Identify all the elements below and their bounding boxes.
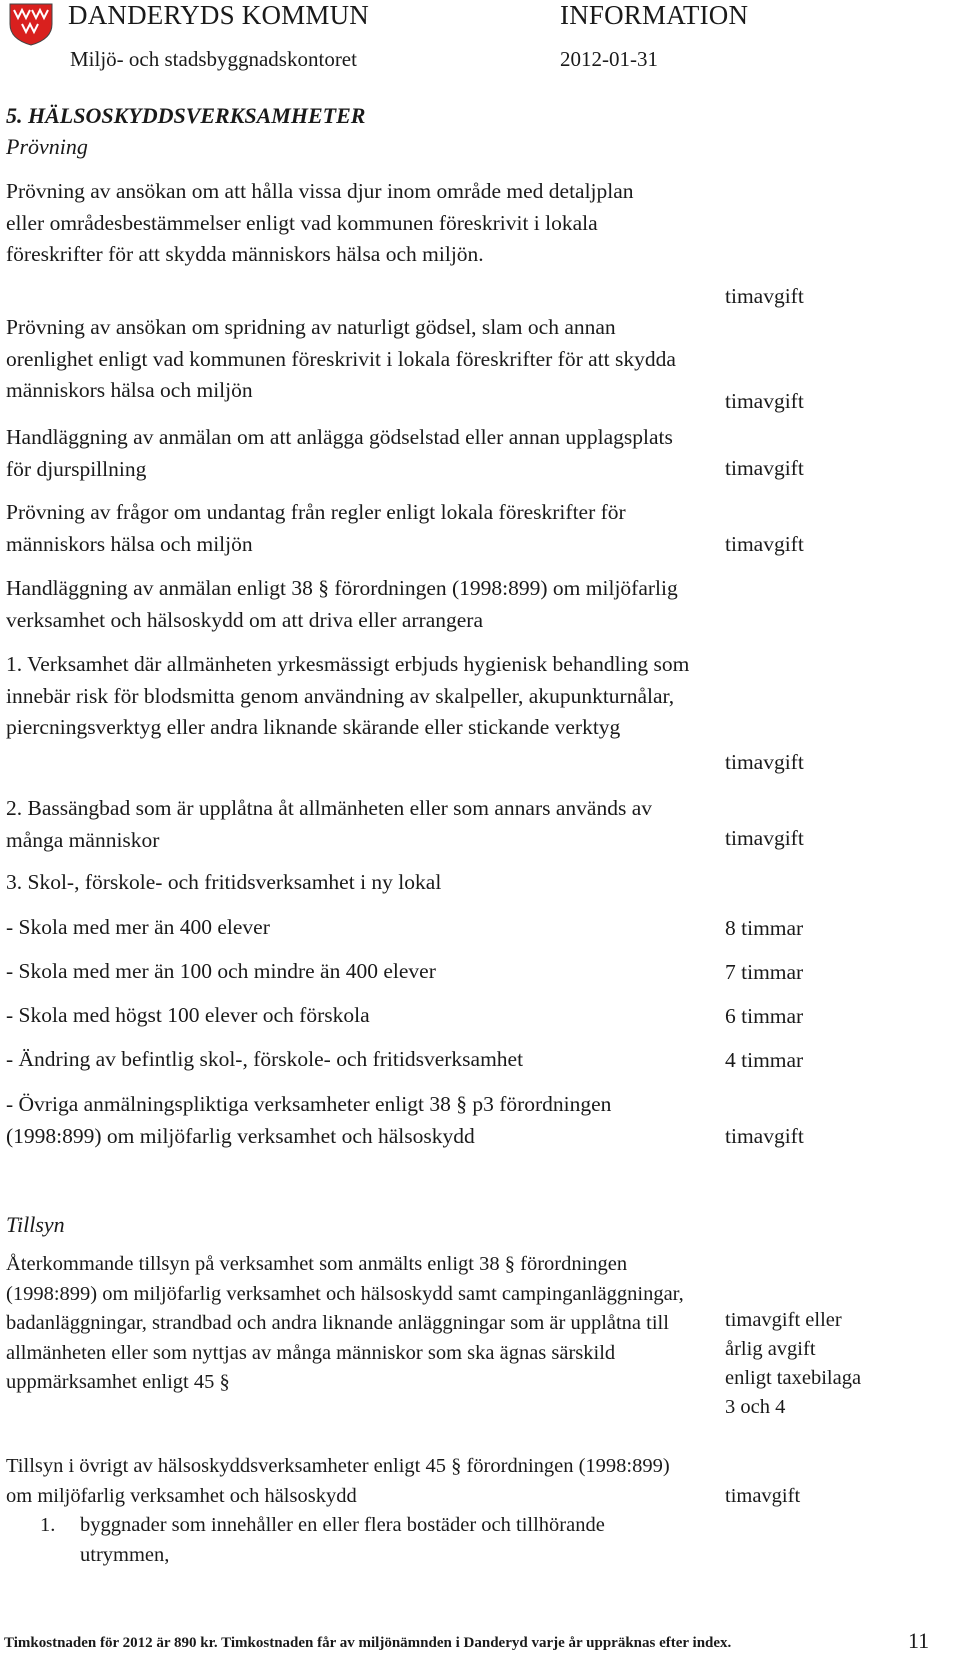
item-fee: 7 timmar [725, 960, 804, 984]
item-text: Prövning av ansökan om att hålla vissa djur inom område med detaljplan eller områdesbestämmelser enligt vad kommunen föreskrivit i lokala föreskrifter för att skydda människors hälsa och miljön. [6, 179, 634, 266]
item-text: Prövning av ansökan om spridning av naturligt gödsel, slam och annan orenlighet enligt vad kommunen föreskrivit i lokala föreskrifter för att skydda människors hälsa och miljön [6, 315, 676, 402]
item-fee: timavgift [725, 532, 804, 556]
item-fee: 8 timmar [725, 916, 804, 940]
footer-note: Timkostnaden för 2012 är 890 kr. Timkostnaden får av miljönämnden i Danderyd varje år uppräknas efter index. [4, 1635, 732, 1651]
tillsyn-item-text: Återkommande tillsyn på verksamhet som anmälts enligt 38 § förordningen (1998:899) om miljöfarlig verksamhet och hälsoskydd samt campinganläggningar, badanläggningar, strandbad och andra liknande anläggningar som är upplåtna till allmänheten eller som nyttjas av många människor som ska ägnas särskild uppmärksamhet enligt 45 § [6, 1253, 684, 1393]
danderyd-coat-of-arms-logo [8, 2, 54, 46]
item-text: - Ändring av befintlig skol-, förskole- och fritidsverksamhet [6, 1047, 524, 1071]
item-fee: timavgift [725, 1124, 804, 1148]
item-text: 3. Skol-, förskole- och fritidsverksamhet i ny lokal [6, 870, 442, 894]
item-fee: timavgift [725, 284, 804, 308]
item-text: Handläggning av anmälan enligt 38 § förordningen (1998:899) om miljöfarlig verksamhet och hälsoskydd om att driva eller arrangera [6, 576, 678, 632]
page-number: 11 [908, 1628, 930, 1653]
section-title: 5. HÄLSOSKYDDSVERKSAMHETER [6, 103, 366, 128]
item-text: - Skola med högst 100 elever och förskola [6, 1003, 370, 1027]
tillsyn-item-text: Tillsyn i övrigt av hälsoskyddsverksamheter enligt 45 § förordningen (1998:899) om miljöfarlig verksamhet och hälsoskydd [6, 1455, 670, 1507]
tillsyn-item-fee: timavgift eller årlig avgift enligt taxebilaga 3 och 4 [725, 1309, 862, 1418]
header-department: Miljö- och stadsbyggnadskontoret [70, 47, 357, 71]
item-text: - Skola med mer än 400 elever [6, 915, 270, 939]
item-fee: 4 timmar [725, 1048, 804, 1072]
provning-heading: Prövning [6, 134, 88, 159]
tillsyn-heading: Tillsyn [6, 1212, 65, 1237]
tillsyn-list-item [40, 1511, 640, 1570]
list-number: 1. [40, 1514, 56, 1536]
header-doc-type: INFORMATION [560, 0, 749, 30]
item-fee: timavgift [725, 826, 804, 850]
item-text: 2. Bassängbad som är upplåtna åt allmänheten eller som annars används av många människor [6, 796, 652, 852]
header-organisation: DANDERYDS KOMMUN [68, 0, 369, 30]
item-fee: timavgift [725, 389, 804, 413]
item-text: - Övriga anmälningspliktiga verksamheter enligt 38 § p3 förordningen (1998:899) om miljöfarlig verksamhet och hälsoskydd [6, 1092, 612, 1148]
header-date: 2012-01-31 [560, 47, 658, 71]
item-text: Handläggning av anmälan om att anlägga gödselstad eller annan upplagsplats för djurspillning [6, 425, 673, 481]
item-fee: timavgift [725, 750, 804, 774]
item-text: 1. Verksamhet där allmänheten yrkesmässigt erbjuds hygienisk behandling som innebär risk för blodsmitta genom användning av skalpeller, akupunkturnålar, piercningsverktyg eller andra liknande skärande eller stickande verktyg [6, 652, 690, 739]
tillsyn-item-fee: timavgift [725, 1485, 801, 1507]
item-fee: 6 timmar [725, 1004, 804, 1028]
list-text: byggnader som innehåller en eller flera bostäder och tillhörande utrymmen, [80, 1514, 605, 1566]
item-text: Prövning av frågor om undantag från regler enligt lokala föreskrifter för människors hälsa och miljön [6, 500, 626, 556]
item-fee: timavgift [725, 456, 804, 480]
item-text: - Skola med mer än 100 och mindre än 400 elever [6, 959, 436, 983]
